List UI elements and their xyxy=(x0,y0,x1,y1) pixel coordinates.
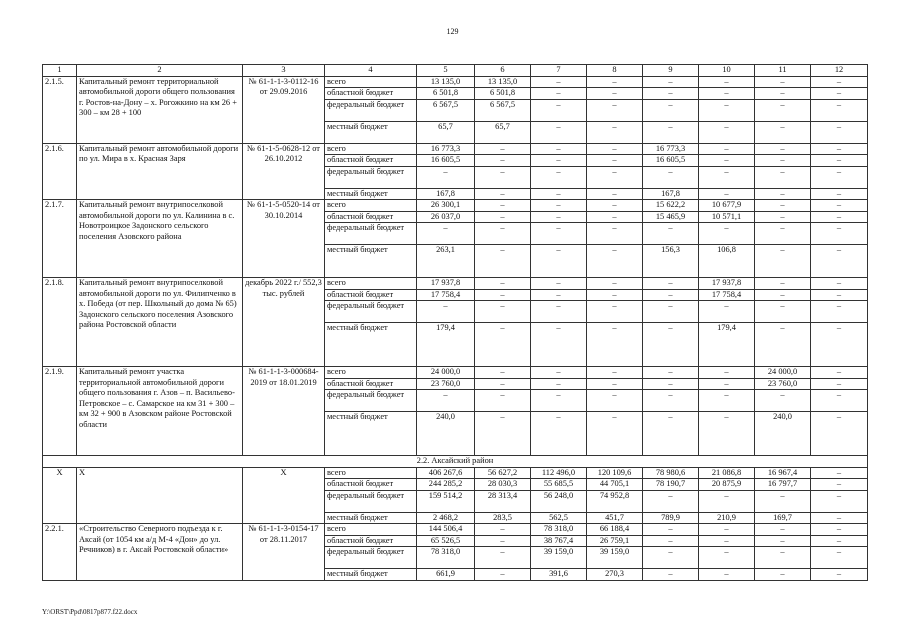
row-name: Капитальный ремонт внутрипоселковой автомобильной дороги по ул. Калинина в с. Новотроицкое Задонского сельского поселения Азовского района xyxy=(77,200,243,278)
value-cell: – xyxy=(811,289,868,301)
table-row xyxy=(43,467,868,479)
value-cell: – xyxy=(755,121,811,143)
value-cell: – xyxy=(643,412,699,456)
value-cell: 24 000,0 xyxy=(755,367,811,379)
value-cell: 6 501,8 xyxy=(417,88,475,100)
column-header: 10 xyxy=(699,65,755,77)
value-cell: 283,5 xyxy=(475,512,531,524)
value-cell: – xyxy=(531,245,587,278)
value-cell: – xyxy=(643,166,699,188)
value-cell: 661,9 xyxy=(417,569,475,581)
value-cell: – xyxy=(531,367,587,379)
value-cell: – xyxy=(811,378,868,390)
column-header: 4 xyxy=(325,65,417,77)
value-cell: – xyxy=(699,88,755,100)
value-cell: – xyxy=(475,223,531,245)
value-cell: – xyxy=(643,535,699,547)
value-cell: – xyxy=(475,188,531,200)
value-cell: 112 496,0 xyxy=(531,467,587,479)
value-cell: 240,0 xyxy=(755,412,811,456)
value-cell: – xyxy=(755,166,811,188)
value-cell: 159 514,2 xyxy=(417,490,475,512)
value-cell: – xyxy=(643,367,699,379)
value-cell: – xyxy=(755,289,811,301)
value-cell: 39 159,0 xyxy=(531,547,587,569)
column-header: 1 xyxy=(43,65,77,77)
value-cell: – xyxy=(755,535,811,547)
value-cell: – xyxy=(811,278,868,290)
row-doc: № 61-1-5-0520-14 от 30.10.2014 xyxy=(243,200,325,278)
value-cell: – xyxy=(755,188,811,200)
funding-source-label: федеральный бюджет xyxy=(325,547,417,569)
value-cell: – xyxy=(755,200,811,212)
value-cell: 78 980,6 xyxy=(643,467,699,479)
value-cell: – xyxy=(531,121,587,143)
value-cell: – xyxy=(643,301,699,323)
row-num: Х xyxy=(43,467,77,524)
value-cell: 28 313,4 xyxy=(475,490,531,512)
value-cell: – xyxy=(643,223,699,245)
value-cell: 65,7 xyxy=(417,121,475,143)
funding-source-label: областной бюджет xyxy=(325,88,417,100)
funding-source-label: областной бюджет xyxy=(325,211,417,223)
row-num: 2.1.5. xyxy=(43,76,77,143)
value-cell: – xyxy=(475,211,531,223)
value-cell: – xyxy=(531,289,587,301)
value-cell: – xyxy=(587,289,643,301)
value-cell: – xyxy=(811,467,868,479)
table-row xyxy=(43,200,868,212)
funding-source-label: федеральный бюджет xyxy=(325,490,417,512)
value-cell: 106,8 xyxy=(699,245,755,278)
funding-source-label: местный бюджет xyxy=(325,512,417,524)
value-cell: – xyxy=(475,289,531,301)
value-cell: 167,8 xyxy=(417,188,475,200)
funding-source-label: всего xyxy=(325,143,417,155)
value-cell: – xyxy=(531,88,587,100)
value-cell: 10 677,9 xyxy=(699,200,755,212)
value-cell: – xyxy=(531,155,587,167)
value-cell: 28 030,3 xyxy=(475,479,531,491)
funding-source-label: федеральный бюджет xyxy=(325,99,417,121)
value-cell: 16 773,3 xyxy=(643,143,699,155)
value-cell: – xyxy=(475,390,531,412)
value-cell: – xyxy=(417,223,475,245)
value-cell: – xyxy=(699,223,755,245)
value-cell: 451,7 xyxy=(587,512,643,524)
value-cell: 38 767,4 xyxy=(531,535,587,547)
value-cell: – xyxy=(587,367,643,379)
value-cell: – xyxy=(531,143,587,155)
value-cell: – xyxy=(587,223,643,245)
value-cell: 26 759,1 xyxy=(587,535,643,547)
value-cell: – xyxy=(811,524,868,536)
value-cell: 179,4 xyxy=(699,323,755,367)
value-cell: 65 526,5 xyxy=(417,535,475,547)
value-cell: – xyxy=(475,323,531,367)
value-cell: – xyxy=(643,378,699,390)
value-cell: 169,7 xyxy=(755,512,811,524)
value-cell: – xyxy=(531,76,587,88)
value-cell: – xyxy=(699,367,755,379)
value-cell: – xyxy=(699,188,755,200)
value-cell: – xyxy=(755,99,811,121)
value-cell: – xyxy=(755,547,811,569)
value-cell: 74 952,8 xyxy=(587,490,643,512)
funding-source-label: федеральный бюджет xyxy=(325,301,417,323)
value-cell: 78 318,0 xyxy=(417,547,475,569)
funding-source-label: областной бюджет xyxy=(325,479,417,491)
value-cell: – xyxy=(643,390,699,412)
value-cell: – xyxy=(475,547,531,569)
row-num: 2.1.6. xyxy=(43,143,77,200)
value-cell: – xyxy=(475,245,531,278)
value-cell: – xyxy=(587,278,643,290)
value-cell: – xyxy=(811,211,868,223)
value-cell: 16 797,7 xyxy=(755,479,811,491)
value-cell: – xyxy=(699,547,755,569)
value-cell: – xyxy=(587,390,643,412)
value-cell: – xyxy=(587,245,643,278)
page-number: 129 xyxy=(446,27,459,36)
value-cell: 16 605,5 xyxy=(643,155,699,167)
value-cell: 144 506,4 xyxy=(417,524,475,536)
value-cell: 16 773,3 xyxy=(417,143,475,155)
value-cell: – xyxy=(699,412,755,456)
value-cell: – xyxy=(587,166,643,188)
column-header: 5 xyxy=(417,65,475,77)
value-cell: 23 760,0 xyxy=(755,378,811,390)
row-name: Х xyxy=(77,467,243,524)
value-cell: – xyxy=(699,155,755,167)
value-cell: 78 190,7 xyxy=(643,479,699,491)
value-cell: 562,5 xyxy=(531,512,587,524)
value-cell: – xyxy=(587,143,643,155)
funding-source-label: областной бюджет xyxy=(325,289,417,301)
value-cell: – xyxy=(643,99,699,121)
value-cell: – xyxy=(587,378,643,390)
funding-source-label: всего xyxy=(325,467,417,479)
value-cell: – xyxy=(811,188,868,200)
value-cell: – xyxy=(643,88,699,100)
value-cell: 56 248,0 xyxy=(531,490,587,512)
value-cell: 65,7 xyxy=(475,121,531,143)
value-cell: – xyxy=(475,301,531,323)
value-cell: – xyxy=(811,121,868,143)
funding-source-label: федеральный бюджет xyxy=(325,223,417,245)
value-cell: 56 627,2 xyxy=(475,467,531,479)
value-cell: – xyxy=(587,412,643,456)
value-cell: 26 037,0 xyxy=(417,211,475,223)
table-row xyxy=(43,278,868,290)
table-row xyxy=(43,367,868,379)
value-cell: 6 567,5 xyxy=(417,99,475,121)
value-cell: 6 501,8 xyxy=(475,88,531,100)
row-num: 2.1.7. xyxy=(43,200,77,278)
value-cell: 13 135,0 xyxy=(475,76,531,88)
row-doc: Х xyxy=(243,467,325,524)
value-cell: 167,8 xyxy=(643,188,699,200)
value-cell: – xyxy=(811,166,868,188)
funding-source-label: всего xyxy=(325,200,417,212)
value-cell: – xyxy=(643,289,699,301)
value-cell: 39 159,0 xyxy=(587,547,643,569)
funding-source-label: местный бюджет xyxy=(325,188,417,200)
value-cell: – xyxy=(643,547,699,569)
value-cell: 210,9 xyxy=(699,512,755,524)
value-cell: – xyxy=(475,200,531,212)
budget-table xyxy=(42,64,868,581)
value-cell: – xyxy=(755,76,811,88)
value-cell: – xyxy=(531,200,587,212)
value-cell: – xyxy=(531,188,587,200)
value-cell: 15 622,2 xyxy=(643,200,699,212)
row-doc: № 61-1-5-0628-12 от 26.10.2012 xyxy=(243,143,325,200)
value-cell: – xyxy=(417,390,475,412)
value-cell: – xyxy=(531,390,587,412)
value-cell: – xyxy=(531,323,587,367)
value-cell: – xyxy=(811,143,868,155)
value-cell: – xyxy=(587,211,643,223)
value-cell: 17 937,8 xyxy=(417,278,475,290)
value-cell: – xyxy=(475,378,531,390)
column-header: 9 xyxy=(643,65,699,77)
funding-source-label: областной бюджет xyxy=(325,155,417,167)
funding-source-label: всего xyxy=(325,367,417,379)
value-cell: – xyxy=(699,524,755,536)
value-cell: – xyxy=(475,535,531,547)
header-row xyxy=(43,65,868,77)
value-cell: – xyxy=(417,301,475,323)
value-cell: – xyxy=(643,569,699,581)
funding-source-label: местный бюджет xyxy=(325,323,417,367)
value-cell: 179,4 xyxy=(417,323,475,367)
value-cell: – xyxy=(811,245,868,278)
row-name: «Строительство Северного подъезда к г. Аксай (от 1054 км а/д М-4 «Дон» до ул. Речников) в г. Аксай Ростовской области» xyxy=(77,524,243,581)
value-cell: – xyxy=(699,490,755,512)
value-cell: 16 605,5 xyxy=(417,155,475,167)
row-doc: декабрь 2022 г./ 552,3 тыс. рублей xyxy=(243,278,325,367)
value-cell: – xyxy=(755,569,811,581)
value-cell: – xyxy=(587,301,643,323)
value-cell: – xyxy=(531,412,587,456)
value-cell: – xyxy=(755,323,811,367)
value-cell: – xyxy=(699,569,755,581)
value-cell: 78 318,0 xyxy=(531,524,587,536)
value-cell: – xyxy=(811,155,868,167)
value-cell: – xyxy=(699,535,755,547)
value-cell: – xyxy=(531,301,587,323)
value-cell: 244 285,2 xyxy=(417,479,475,491)
column-header: 12 xyxy=(811,65,868,77)
value-cell: – xyxy=(811,76,868,88)
funding-source-label: областной бюджет xyxy=(325,535,417,547)
value-cell: 15 465,9 xyxy=(643,211,699,223)
value-cell: 23 760,0 xyxy=(417,378,475,390)
value-cell: – xyxy=(811,390,868,412)
funding-source-label: областной бюджет xyxy=(325,378,417,390)
value-cell: 24 000,0 xyxy=(417,367,475,379)
value-cell: – xyxy=(811,535,868,547)
funding-source-label: федеральный бюджет xyxy=(325,390,417,412)
value-cell: – xyxy=(699,301,755,323)
value-cell: – xyxy=(475,166,531,188)
value-cell: – xyxy=(587,99,643,121)
value-cell: – xyxy=(475,569,531,581)
value-cell: – xyxy=(531,211,587,223)
column-header: 11 xyxy=(755,65,811,77)
value-cell: – xyxy=(811,490,868,512)
row-name: Капитальный ремонт внутрипоселковой автомобильной дороги по ул. Филипченко в х. Победа (от пер. Школьный до дома № 65) Задонского сельского поселения Азовского района Ростовской области xyxy=(77,278,243,367)
value-cell: 66 188,4 xyxy=(587,524,643,536)
funding-source-label: местный бюджет xyxy=(325,245,417,278)
funding-source-label: местный бюджет xyxy=(325,121,417,143)
value-cell: – xyxy=(475,155,531,167)
value-cell: – xyxy=(755,223,811,245)
value-cell: – xyxy=(587,155,643,167)
value-cell: – xyxy=(811,88,868,100)
value-cell: 55 685,5 xyxy=(531,479,587,491)
value-cell: – xyxy=(811,512,868,524)
value-cell: – xyxy=(643,524,699,536)
value-cell: – xyxy=(755,524,811,536)
value-cell: 263,1 xyxy=(417,245,475,278)
value-cell: – xyxy=(531,99,587,121)
value-cell: 44 705,1 xyxy=(587,479,643,491)
funding-source-label: федеральный бюджет xyxy=(325,166,417,188)
value-cell: – xyxy=(699,166,755,188)
section-title: 2.2. Аксайский район xyxy=(43,456,868,468)
value-cell: – xyxy=(811,479,868,491)
value-cell: 26 300,1 xyxy=(417,200,475,212)
value-cell: 17 758,4 xyxy=(699,289,755,301)
value-cell: – xyxy=(755,301,811,323)
row-num: 2.1.9. xyxy=(43,367,77,456)
value-cell: – xyxy=(587,121,643,143)
value-cell: – xyxy=(811,547,868,569)
value-cell: – xyxy=(587,88,643,100)
table-row xyxy=(43,143,868,155)
value-cell: – xyxy=(475,367,531,379)
value-cell: 13 135,0 xyxy=(417,76,475,88)
value-cell: – xyxy=(755,155,811,167)
value-cell: – xyxy=(811,223,868,245)
value-cell: – xyxy=(587,188,643,200)
column-header: 2 xyxy=(77,65,243,77)
value-cell: – xyxy=(531,278,587,290)
value-cell: 240,0 xyxy=(417,412,475,456)
value-cell: – xyxy=(755,245,811,278)
value-cell: 156,3 xyxy=(643,245,699,278)
funding-source-label: всего xyxy=(325,278,417,290)
row-name: Капитальный ремонт автомобильной дороги по ул. Мира в х. Красная Заря xyxy=(77,143,243,200)
value-cell: – xyxy=(587,323,643,367)
value-cell: – xyxy=(531,378,587,390)
table-row xyxy=(43,524,868,536)
value-cell: – xyxy=(643,323,699,367)
value-cell: – xyxy=(643,76,699,88)
value-cell: – xyxy=(643,121,699,143)
row-doc: № 61-1-1-3-0154-17 от 28.11.2017 xyxy=(243,524,325,581)
value-cell: 16 967,4 xyxy=(755,467,811,479)
value-cell: – xyxy=(811,301,868,323)
value-cell: – xyxy=(811,367,868,379)
value-cell: 20 875,9 xyxy=(699,479,755,491)
value-cell: – xyxy=(811,200,868,212)
value-cell: – xyxy=(531,223,587,245)
row-doc: № 61-1-1-3-0112-16 от 29.09.2016 xyxy=(243,76,325,143)
value-cell: 21 086,8 xyxy=(699,467,755,479)
value-cell: – xyxy=(699,99,755,121)
value-cell: – xyxy=(643,278,699,290)
value-cell: – xyxy=(755,490,811,512)
file-path: Y:\ORST\Ppd\0817p877.f22.docx xyxy=(42,608,138,616)
value-cell: – xyxy=(755,88,811,100)
value-cell: 10 571,1 xyxy=(699,211,755,223)
value-cell: 6 567,5 xyxy=(475,99,531,121)
value-cell: – xyxy=(811,99,868,121)
value-cell: 17 758,4 xyxy=(417,289,475,301)
value-cell: 406 267,6 xyxy=(417,467,475,479)
value-cell: – xyxy=(755,278,811,290)
value-cell: – xyxy=(587,200,643,212)
value-cell: – xyxy=(587,76,643,88)
value-cell: 391,6 xyxy=(531,569,587,581)
value-cell: – xyxy=(699,76,755,88)
column-header: 7 xyxy=(531,65,587,77)
value-cell: 17 937,8 xyxy=(699,278,755,290)
value-cell: – xyxy=(699,390,755,412)
funding-source-label: всего xyxy=(325,524,417,536)
column-header: 3 xyxy=(243,65,325,77)
row-doc: № 61-1-1-3-000684-2019 от 18.01.2019 xyxy=(243,367,325,456)
value-cell: – xyxy=(417,166,475,188)
value-cell: – xyxy=(475,412,531,456)
value-cell: 2 468,2 xyxy=(417,512,475,524)
value-cell: 120 109,6 xyxy=(587,467,643,479)
value-cell: – xyxy=(475,143,531,155)
row-name: Капитальный ремонт участка территориальной автомобильной дороги общего пользования г. Азов – п. Васильево-Петровское – с. Самарское на км 31 + 300 – км 32 + 900 в Азовском районе Ростовской области xyxy=(77,367,243,456)
value-cell: 789,9 xyxy=(643,512,699,524)
value-cell: – xyxy=(475,524,531,536)
value-cell: – xyxy=(475,278,531,290)
value-cell: – xyxy=(643,490,699,512)
value-cell: – xyxy=(699,121,755,143)
row-num: 2.2.1. xyxy=(43,524,77,581)
column-header: 6 xyxy=(475,65,531,77)
table-row xyxy=(43,76,868,88)
row-name: Капитальный ремонт территориальной автомобильной дороги общего пользования г. Ростов-на-Дону – х. Рогожкино на км 26 + 300 – км 28 + 100 xyxy=(77,76,243,143)
funding-source-label: всего xyxy=(325,76,417,88)
value-cell: – xyxy=(755,211,811,223)
value-cell: – xyxy=(755,390,811,412)
value-cell: – xyxy=(699,143,755,155)
value-cell: – xyxy=(531,166,587,188)
value-cell: 270,3 xyxy=(587,569,643,581)
funding-source-label: местный бюджет xyxy=(325,412,417,456)
value-cell: – xyxy=(699,378,755,390)
value-cell: – xyxy=(811,569,868,581)
funding-source-label: местный бюджет xyxy=(325,569,417,581)
row-num: 2.1.8. xyxy=(43,278,77,367)
value-cell: – xyxy=(755,143,811,155)
column-header: 8 xyxy=(587,65,643,77)
value-cell: – xyxy=(811,323,868,367)
value-cell: – xyxy=(811,412,868,456)
section-row xyxy=(43,456,868,468)
